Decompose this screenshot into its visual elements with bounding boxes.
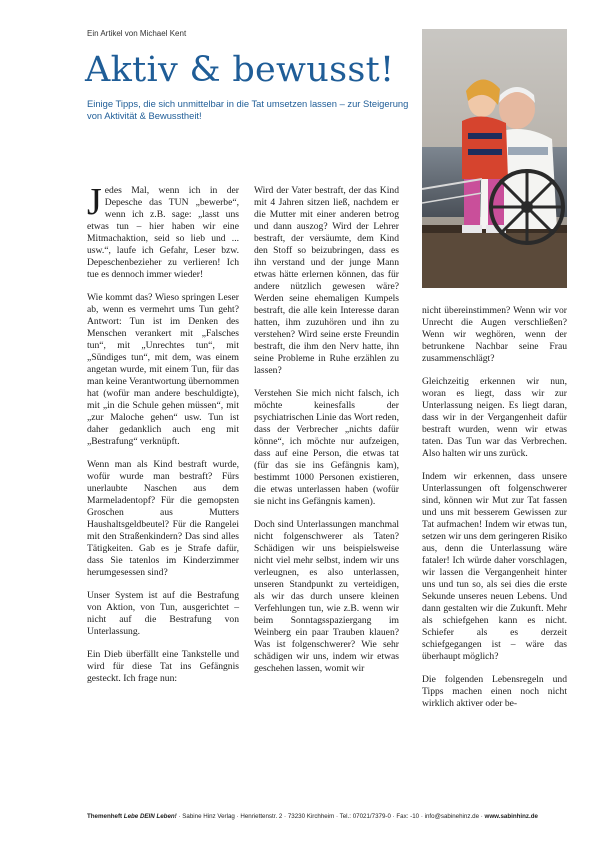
text-column-1 (87, 181, 239, 696)
text-column-2 (254, 185, 399, 686)
footer-magazine-title: Lebe DEIN Leben! (123, 813, 177, 820)
footer-publisher-details: · Sabine Hinz Verlag · Henriettenstr. 2 · 73230 Kirchheim · Tel.: 07021/7379-0 · Fax: -10 · info@sabinehinz.de · (176, 813, 485, 820)
column1-paragraph: Wie kommt das? Wieso springen Leser ab, wenn es vermehrt ums Tun geht? Antwort: Tun ist im Denken des Menschen verankert mit „Falsches tun“, mit „Unrechtes tun“, mit „Sündiges tun“, mit dem, was einem angetan wurde, mit einem Tun, für das man keine Verantwortung übernommen hat (wofür man andere beschuldigte), mit „in die Schule gehen müssen“, mit „zur Maloche gehen“ usw. Tun ist daher gedanklich auch eng mit „Bestrafung“ verknüpft. (87, 292, 239, 447)
column3-paragraph: nicht übereinstimmen? Wenn wir vor Unrecht die Augen verschließen? Wenn wir weghören, wenn der betrunkene Nachbar seine Frau zusammenschlägt? (422, 305, 567, 364)
article-subtitle: Einige Tipps, die sich unmittelbar in die Tat umsetzen lassen – zur Steigerung von Aktivität & Bewusstheit! (87, 98, 409, 121)
column3-paragraph: Gleichzeitig erkennen wir nun, woran es liegt, dass wir zur Unterlassung neigen. Es liegt daran, dass wir in der Vergangenheit dafür bestraft wurden, wenn wir etwas taten. Das Tun war das Verbrechen. Also halten wir uns zurück. (422, 376, 567, 459)
column1-paragraph: Ein Dieb überfällt eine Tankstelle und wird für diese Tat ins Gefängnis gesteckt. Ich frage nun: (87, 649, 239, 684)
column2-paragraph: Doch sind Unterlassungen manchmal nicht folgenschwerer als Taten? Schädigen wir uns beispielsweise nicht viel mehr selbst, indem wir uns verleugnen, es also unterlassen, unseren Standpunkt zu verteidigen, als wir das durch unsere kleinen Verfehlungen tun, wie z.B. wenn wir beim Sonntagsspaziergang im Weinberg ein paar Trauben klauen? Was ist folgenschwerer? Wie sehr schädigen wir uns, indem wir etwas geschehen lassen, womit wir (254, 519, 399, 674)
column3-paragraph: Indem wir erkennen, dass unsere Unterlassungen oft folgenschwerer sind, können wir Mut zur Tat fassen und uns mit besserem Gewissen zur Tat aufmachen! Indem wir etwas tun, setzen wir uns dem geringeren Risiko aus, denn die Unterlassung wäre fataler! Ich würde daher vorschlagen, wir lassen die Vergangenheit hinter uns und tun so, als sei dies die erste Sekunde unseres neuen Lebens. Und dann gestalten wir die Zukunft. Mehr als schiefgehen kann es nicht. Schiefer als es derzeit schiefgegangen ist – wäre das überhaupt möglich? (422, 471, 567, 662)
text-column-3 (422, 305, 567, 721)
footer-magazine-prefix: Themenheft (87, 813, 124, 820)
column3-paragraph: Die folgenden Lebensregeln und Tipps machen einen noch nicht wirklich aktiver oder be- (422, 674, 567, 709)
column1-paragraph-text: edes Mal, wenn ich in der Depesche das TUN „bewerbe“, wenn ich z.B. sage: „lasst uns etwas tun – hier haben wir eine Mitmachaktion, seid so lieb und ... usw.“, laufe ich Gefahr, Leser bzw. Depeschenbezieher zu verlieren! Ich tue es dennoch immer wieder! (87, 185, 239, 280)
column1-paragraph (87, 181, 239, 281)
sailing-photo-illustration (422, 29, 567, 288)
drop-cap: J (87, 181, 102, 223)
article-byline: Ein Artikel von Michael Kent (87, 29, 187, 38)
column2-paragraph: Wird der Vater bestraft, der das Kind mit 4 Jahren sitzen ließ, nachdem er die Mutter mit einer anderen betrog und dann auszog? Wird der Lehrer bestraft, der versäumte, dem Kind den Stoff so beizubringen, dass es ihn verstand und der junge Mann etwas hätte erlernen können, das für andere nützlich gewesen wäre? Werden seine ehemaligen Kumpels bestraft, die alle kein Interesse daran hatten, ihm zuzuhören und ihn zu verstehen? Wird seine erste Freundin bestraft, die ihm den Nerv hatte, ihn seine Probleme in Ruhe erzählen zu lassen? (254, 185, 399, 376)
article-photo (422, 29, 567, 288)
column1-paragraph: Unser System ist auf die Bestrafung von Aktion, von Tun, ausgerichtet – nicht auf die Bestrafung von Unterlassung. (87, 590, 239, 637)
column1-paragraph: Wenn man als Kind bestraft wurde, wofür wurde man bestraft? Fürs unerlaubte Naschen aus dem Marmeladentopf? Für die gemopsten Groschen aus Mutters Haushaltsgeldbeutel? Für die Rangelei mit den Straßenkindern? Das sind alles Tätigkeiten. Gab es je Strafe dafür, dass Sie tatenlos im Kinderzimmer herumgesessen sind? (87, 459, 239, 578)
article-title: Aktiv & bewusst! (85, 50, 395, 90)
page-footer (87, 813, 567, 820)
column2-paragraph: Verstehen Sie mich nicht falsch, ich möchte keinesfalls der psychiatrischen Linie das Wort reden, dass der Verbrecher „nichts dafür könne“, ich möchte nur aufzeigen, dass auf eine Person, die etwas tat (für das sie ins Gefängnis kam), bestimmt 1000 Personen existieren, die etwas unterlassen haben (wofür sie nicht ins Gefängnis kamen). (254, 388, 399, 507)
footer-website-link[interactable]: www.sabinhinz.de (484, 813, 538, 820)
